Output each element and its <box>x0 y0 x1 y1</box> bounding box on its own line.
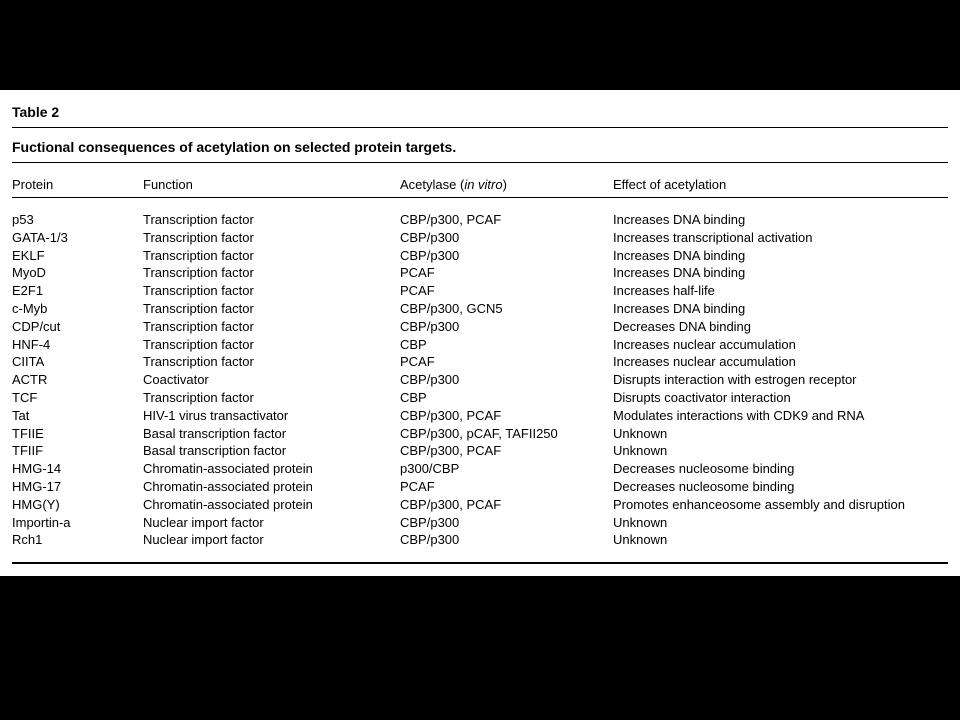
cell-protein: ACTR <box>12 372 48 388</box>
cell-effect: Promotes enhanceosome assembly and disruption <box>613 496 905 512</box>
cell-function: HIV-1 virus transactivator <box>143 407 289 423</box>
cell-protein: TFIIF <box>12 443 44 459</box>
cell-effect: Increases DNA binding <box>613 247 746 263</box>
cell-acetylase: PCAF <box>400 478 435 494</box>
cell-function: Chromatin-associated protein <box>143 496 313 512</box>
cell-acetylase: CBP/p300 <box>400 247 460 263</box>
cell-acetylase: CBP/p300 <box>400 372 460 388</box>
cell-acetylase: CBP/p300 <box>400 318 460 334</box>
cell-acetylase: CBP/p300, PCAF <box>400 496 502 512</box>
table-row <box>0 479 960 497</box>
table-row <box>0 230 960 248</box>
cell-function: Transcription factor <box>143 283 254 299</box>
cell-protein: Rch1 <box>12 532 43 548</box>
table-row <box>0 408 960 426</box>
table-row <box>0 497 960 515</box>
cell-effect: Increases DNA binding <box>613 300 746 316</box>
cell-effect: Unknown <box>613 532 668 548</box>
table-row <box>0 372 960 390</box>
cell-effect: Disrupts interaction with estrogen receptor <box>613 372 857 388</box>
cell-function: Basal transcription factor <box>143 425 287 441</box>
cell-protein: CDP/cut <box>12 318 61 334</box>
cell-effect: Decreases nucleosome binding <box>613 461 795 477</box>
header-acetylase-italic: in vitro <box>464 177 503 192</box>
cell-acetylase: CBP/p300, PCAF <box>400 407 502 423</box>
cell-protein: HNF-4 <box>12 336 51 352</box>
table-row <box>0 532 960 550</box>
table-row <box>0 248 960 266</box>
table-body <box>0 212 960 550</box>
table-row <box>0 265 960 283</box>
cell-acetylase: CBP/p300 <box>400 229 460 245</box>
cell-protein: CIITA <box>12 354 45 370</box>
cell-protein: Importin-a <box>12 514 71 530</box>
cell-function: Transcription factor <box>143 336 254 352</box>
header-acetylase-suffix: ) <box>502 177 507 192</box>
header-effect: Effect of acetylation <box>613 177 727 192</box>
cell-effect: Increases DNA binding <box>613 265 746 281</box>
cell-protein: HMG-14 <box>12 461 62 477</box>
cell-effect: Increases DNA binding <box>613 212 746 227</box>
cell-function: Transcription factor <box>143 354 254 370</box>
cell-effect: Increases transcriptional activation <box>613 229 813 245</box>
cell-acetylase: CBP/p300, GCN5 <box>400 300 503 316</box>
table-row <box>0 283 960 301</box>
header-rule <box>12 197 948 198</box>
cell-protein: MyoD <box>12 265 46 281</box>
cell-function: Transcription factor <box>143 247 254 263</box>
cell-acetylase: CBP <box>400 336 427 352</box>
table-row <box>0 426 960 444</box>
cell-function: Transcription factor <box>143 389 254 405</box>
top-rule <box>12 127 948 128</box>
cell-effect: Disrupts coactivator interaction <box>613 389 791 405</box>
cell-acetylase: PCAF <box>400 265 435 281</box>
table-row <box>0 319 960 337</box>
cell-protein: TCF <box>12 389 38 405</box>
cell-acetylase: CBP/p300, PCAF <box>400 212 502 227</box>
cell-protein: E2F1 <box>12 283 44 299</box>
cell-function: Transcription factor <box>143 212 254 227</box>
cell-acetylase: CBP/p300 <box>400 514 460 530</box>
cell-effect: Increases nuclear accumulation <box>613 354 796 370</box>
cell-function: Coactivator <box>143 372 209 388</box>
table-row <box>0 390 960 408</box>
header-protein: Protein <box>12 177 54 192</box>
cell-function: Transcription factor <box>143 318 254 334</box>
cell-protein: c-Myb <box>12 300 48 316</box>
cell-acetylase: PCAF <box>400 283 435 299</box>
cell-protein: Tat <box>12 407 30 423</box>
header-acetylase-prefix: Acetylase ( <box>400 177 465 192</box>
cell-acetylase: PCAF <box>400 354 435 370</box>
cell-protein: p53 <box>12 212 34 227</box>
cell-function: Transcription factor <box>143 300 254 316</box>
cell-acetylase: CBP/p300, pCAF, TAFII250 <box>400 425 558 441</box>
table-row <box>0 443 960 461</box>
cell-function: Chromatin-associated protein <box>143 461 313 477</box>
cell-acetylase: CBP/p300 <box>400 532 460 548</box>
cell-function: Nuclear import factor <box>143 532 264 548</box>
cell-acetylase: CBP <box>400 389 427 405</box>
cell-protein: HMG(Y) <box>12 496 60 512</box>
cell-protein: GATA-1/3 <box>12 229 68 245</box>
cell-acetylase: CBP/p300, PCAF <box>400 443 502 459</box>
table-row <box>0 461 960 479</box>
cell-function: Nuclear import factor <box>143 514 264 530</box>
cell-protein: TFIIE <box>12 425 44 441</box>
cell-function: Basal transcription factor <box>143 443 287 459</box>
cell-protein: EKLF <box>12 247 45 263</box>
cell-effect: Decreases DNA binding <box>613 318 752 334</box>
cell-effect: Unknown <box>613 425 668 441</box>
cell-function: Transcription factor <box>143 265 254 281</box>
cell-protein: HMG-17 <box>12 478 62 494</box>
table-label: Table 2 <box>12 104 60 120</box>
table-sheet <box>0 90 960 576</box>
table-caption: Fuctional consequences of acetylation on selected protein targets. <box>12 139 457 155</box>
header-function: Function <box>143 177 193 192</box>
cell-function: Transcription factor <box>143 229 254 245</box>
table-row <box>0 337 960 355</box>
bottom-rule <box>12 562 948 564</box>
cell-effect: Decreases nucleosome binding <box>613 478 795 494</box>
table-row <box>0 515 960 533</box>
header-acetylase <box>400 177 507 192</box>
cell-effect: Unknown <box>613 443 668 459</box>
table-row <box>0 212 960 230</box>
cell-acetylase: p300/CBP <box>400 461 460 477</box>
cell-effect: Modulates interactions with CDK9 and RNA <box>613 407 865 423</box>
cell-effect: Increases nuclear accumulation <box>613 336 796 352</box>
cell-effect: Increases half-life <box>613 283 715 299</box>
cell-function: Chromatin-associated protein <box>143 478 313 494</box>
table-row <box>0 301 960 319</box>
table-row <box>0 354 960 372</box>
cell-effect: Unknown <box>613 514 668 530</box>
caption-rule <box>12 162 948 163</box>
